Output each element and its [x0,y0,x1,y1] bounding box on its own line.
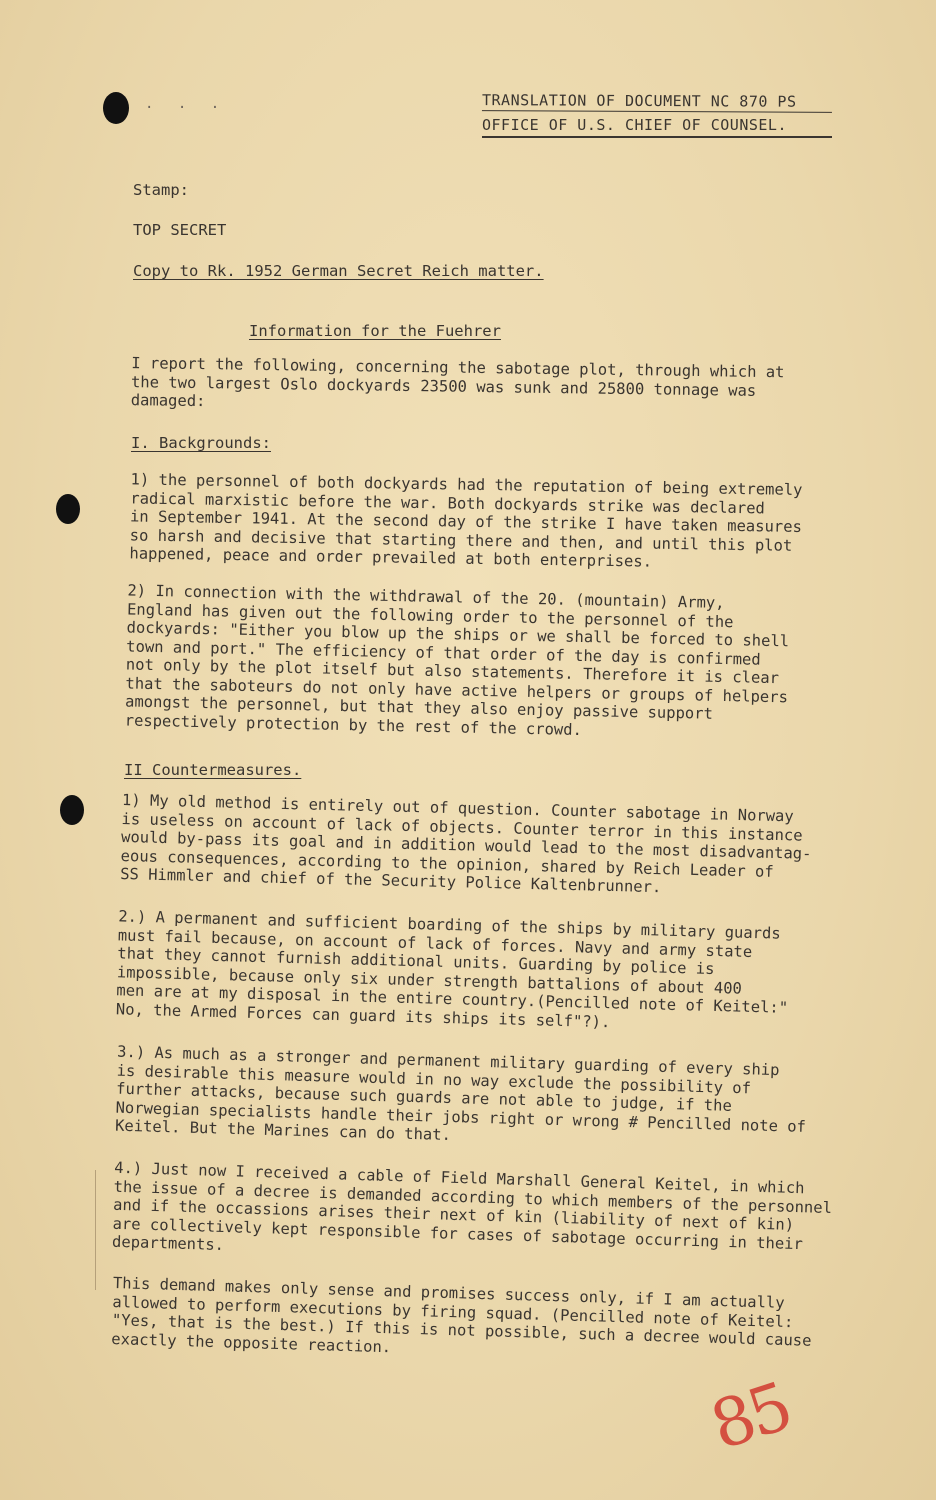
stamp-label: Stamp: [133,181,189,199]
intro-paragraph: I report the following, concerning the sabotage plot, through which at the two largest Oslo dockyards 23500 was sunk and 25800 tonnage was damaged: [130,354,785,411]
paragraph-6: 4.) Just now I received a cable of Field Marshall General Keitel, in which the issue of a decree is demanded according to which members of the personnel and if the occassions arises their next of kin (liability of next of kin) are collectively kept responsible for cases of sabotage occurring in their departments. [111,1158,833,1255]
paragraph-3: 1) My old method is entirely out of question. Counter sabotage in Norway is useless on account of lack of objects. Counter terror in this instance would by-pass its goal and in addition would lead to the most disadvantag- eous consequences, according to the opinion, shared by Reich Leader of SS Himmler and chief of the Security Police Kaltenbrunner. [119,790,812,897]
punch-hole [60,795,84,825]
paragraph-7: This demand makes only sense and promises success only, if I am actually allowed to perform executions by firing squad. (Pencilled note of Keitel: "Yes, that is the best.) If this is not possible, such a decree would cause exactly the opposite reaction. [111,1274,812,1356]
punch-hole [103,92,129,124]
paragraph-1: 1) the personnel of both dockyards had the reputation of being extremely radical marxistic before the war. Both dockyards strike was declared in September 1941. At the second day of the strike I have taken measures so harsh and decisive that starting there and then, and until this plot happened, peace and order prevailed at both enterprises. [129,470,803,571]
header-line-1: TRANSLATION OF DOCUMENT NC 870 PS [482,91,832,113]
margin-dots: · · · [145,100,228,116]
paragraph-2: 2) In connection with the withdrawal of the 20. (mountain) Army, England has given out the following order to the personnel of the dockyards: "Either you blow up the ships or we shall be forced to shell town and port." The efficiency of that order of the day is confirmed not only by the plot itself but also statements. Therefore it is clear that the saboteurs do not only have active helpers or groups of helpers amongst the personnel, but that they also enjoy passive support respectively protection by the rest of the crowd. [124,581,790,739]
section-heading-countermeasures: II Countermeasures. [124,761,302,779]
paragraph-4: 2.) A permanent and sufficient boarding of the ships by military guards must fail because, on account of lack of forces. Navy and army state that they cannot furnish additional units. Guarding by police is impossible, because only six under strength battalions of about 400 men are at my disposal in the entire country.(Pencilled note of Keitel:" No, the Armed Forces can guard its ships its self"?). [115,907,789,1031]
section-heading-backgrounds: I. Backgrounds: [131,434,271,452]
punch-hole [56,494,80,524]
header-line-2: OFFICE OF U.S. CHIEF OF COUNSEL. [482,116,832,138]
margin-pencil-line [95,1170,96,1290]
copy-line: Copy to Rk. 1952 German Secret Reich matter. [133,262,544,280]
paragraph-5: 3.) As much as a stronger and permanent military guarding of every ship is desirable this measure would in no way exclude the possibility of further attacks, because such guards are not able to judge, if the Norwegian specialists handle their jobs right or wrong # Pencilled note of Keitel. But the Marines can do that. [114,1042,807,1145]
handwritten-page-number: 85 [701,1368,799,1465]
document-title: Information for the Fuehrer [249,322,501,340]
classification: TOP SECRET [133,221,227,239]
translation-header [482,92,832,138]
